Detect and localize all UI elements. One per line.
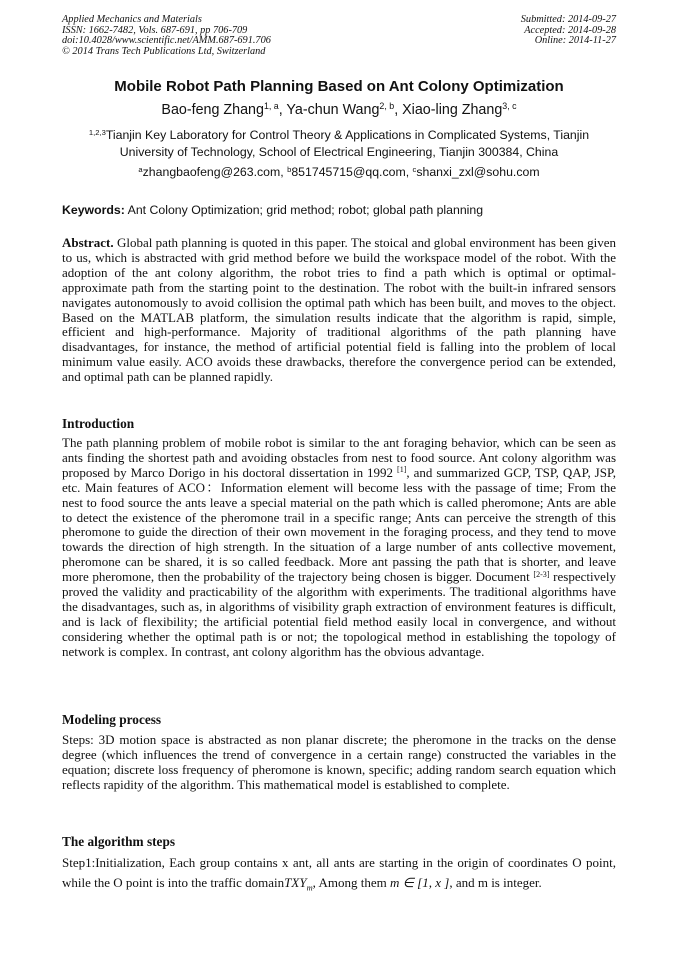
keywords: [62, 203, 616, 217]
algorithm-text: , and m is integer.: [449, 875, 542, 890]
journal-name: Applied Mechanics and Materials: [62, 14, 202, 25]
accepted-date: Accepted: 2014-09-28: [524, 24, 616, 36]
abstract-text: Global path planning is quoted in this paper. The stoical and global environment has been given to us, which is abstracted with grid method before we build the workspace model of the robot. With the adoption of the ant colony algorithm, the robot tries to find a path which is optimal or optimal-approximate path from the starting point to the destination. The robot with the built-in infrared sensors navigates autonomously to avoid collision the optimal path which has been built, and moves to the object. Based on the MATLAB platform, the simulation results indicate that the algorithm is rapid, simple, efficient and high-performance. Majority of traditional algorithms of the path planning have disadvantages, for instance, the method of artificial potential field is falling into the problem of local minimum value easily. ACO avoids these drawbacks, therefore the convergence period can be extended, and optimal path can be planned rapidly.: [62, 235, 616, 385]
algorithm-paragraph: [62, 853, 616, 898]
author-list: Bao-feng Zhang$^{1, a}$, Ya-chun Wang$^{2, b}$, Xiao-ling Zhang$^{3, c}$: [161, 101, 517, 118]
publication-info: [62, 15, 271, 57]
email-address[interactable]: 851745715@qq.com: [291, 165, 406, 179]
issn-line: ISSN: 1662-7482, Vols. 687-691, pp 706-709: [62, 24, 248, 36]
introduction-paragraph: [62, 436, 616, 660]
author-name: Ya-chun Wang: [286, 102, 380, 118]
citation-ref[interactable]: [2-3]: [533, 569, 550, 579]
keywords-text: Ant Colony Optimization; grid method; robot; global path planning: [127, 203, 484, 217]
algorithm-text: , Among them: [312, 875, 390, 890]
math-expression: m ∈ [1, x ]: [389, 875, 450, 890]
intro-text: , and summarized GCP, TSP, QAP, JSP, etc. Main features of ACO：Information element will become less with the passage of time; From the nest to food source the ants leave a special material on the path which is called pheromone; Ants are able to detect the existence of the pheromone trail in a specific range; Ants can perceive the strength of this pheromone to guide the direction of their own movement in the foraging process, and they tend to move towards the direction of high strength. In the situation of a large number of ants collective movement, pheromone can be shared, it is so called feedback. More ant passing the path that is shorter, and leave more pheromone, then the probability of the trajectory being chosen is bigger. Document: [62, 464, 616, 585]
email-mark: a: [138, 164, 143, 174]
affiliation-text: Tianjin Key Laboratory for Control Theory & Applications in Complicated Systems, Tianjin University of Technology, School of Electrical Engineering, Tianjin 300384, China: [105, 128, 590, 159]
math-expression: [284, 875, 313, 893]
email-mark: c: [412, 164, 417, 174]
abstract-paragraph: [62, 236, 616, 385]
submitted-date: Submitted: 2014-09-27: [520, 14, 616, 25]
doi-line: doi:10.4028/www.scientific.net/AMM.687-691.706: [62, 35, 271, 46]
keywords-label: Keywords:: [62, 203, 125, 217]
abstract-label: Abstract.: [62, 235, 114, 250]
math-subscript: m: [306, 882, 313, 893]
author-affil-mark: 3, c: [502, 101, 517, 112]
email-address[interactable]: zhangbaofeng@263.com: [142, 165, 281, 179]
algorithm-heading: The algorithm steps: [62, 834, 176, 849]
copyright-line: © 2014 Trans Tech Publications Ltd, Switzerland: [62, 45, 266, 57]
modeling-heading: Modeling process: [62, 712, 162, 727]
online-date: Online: 2014-11-27: [534, 35, 616, 46]
dates-info: [521, 15, 616, 47]
email-address[interactable]: shanxi_zxl@sohu.com: [416, 165, 540, 179]
intro-text: respectively proved the validity and practicability of the algorithm with experiments. The traditional algorithms have the disadvantages, such as, in algorithms of visibility graph extraction of environment features is difficult, and is lack of flexibility; the artificial potential field method easily local in convergence, and without considering whether the optimal path is or not; the topological method in establishing the topology of network is complex. In contrast, ant colony algorithm has the obvious advantage.: [62, 569, 616, 659]
author-affil-mark: 1, a: [263, 101, 279, 112]
affiliation: [62, 127, 616, 161]
author-name: Xiao-ling Zhang: [402, 102, 503, 118]
intro-text: The path planning problem of mobile robot is similar to the ant foraging behavior, which can be seen as ants finding the shortest path and avoiding obstacles from nest to food source. Ant colony algorithm was proposed by Marco Dorigo in his doctoral dissertation in 1992: [62, 435, 616, 480]
email-mark: b: [287, 164, 292, 174]
email-list: $^a$zhangbaofeng@263.com, $^b$851745715@qq.com, $^c$shanxi_zxl@sohu.com: [138, 164, 540, 179]
introduction-heading: Introduction: [62, 416, 135, 431]
math-symbol: TXY: [284, 875, 307, 890]
paper-title: Mobile Robot Path Planning Based on Ant Colony Optimization: [114, 78, 564, 95]
author-name: Bao-feng Zhang: [161, 102, 264, 118]
author-affil-mark: 2, b: [379, 101, 395, 112]
affiliation-mark: 1,2,3: [88, 127, 106, 137]
algorithm-text: Step1:Initialization, Each group contains x ant, all ants are starting in the origin of coordinates O point, while the O point is into the traffic domain: [62, 855, 616, 890]
modeling-paragraph: Steps: 3D motion space is abstracted as non planar discrete; the pheromone in the tracks on the dense degree (which influences the trend of convergence in a certain range) constructed the variables in the equation; discrete loss frequency of pheromone is known, specific; adding random search equation which reflects rapidity of the algorithm. This mathematical model is established to complete.: [62, 732, 616, 792]
citation-ref[interactable]: [1]: [397, 465, 407, 475]
